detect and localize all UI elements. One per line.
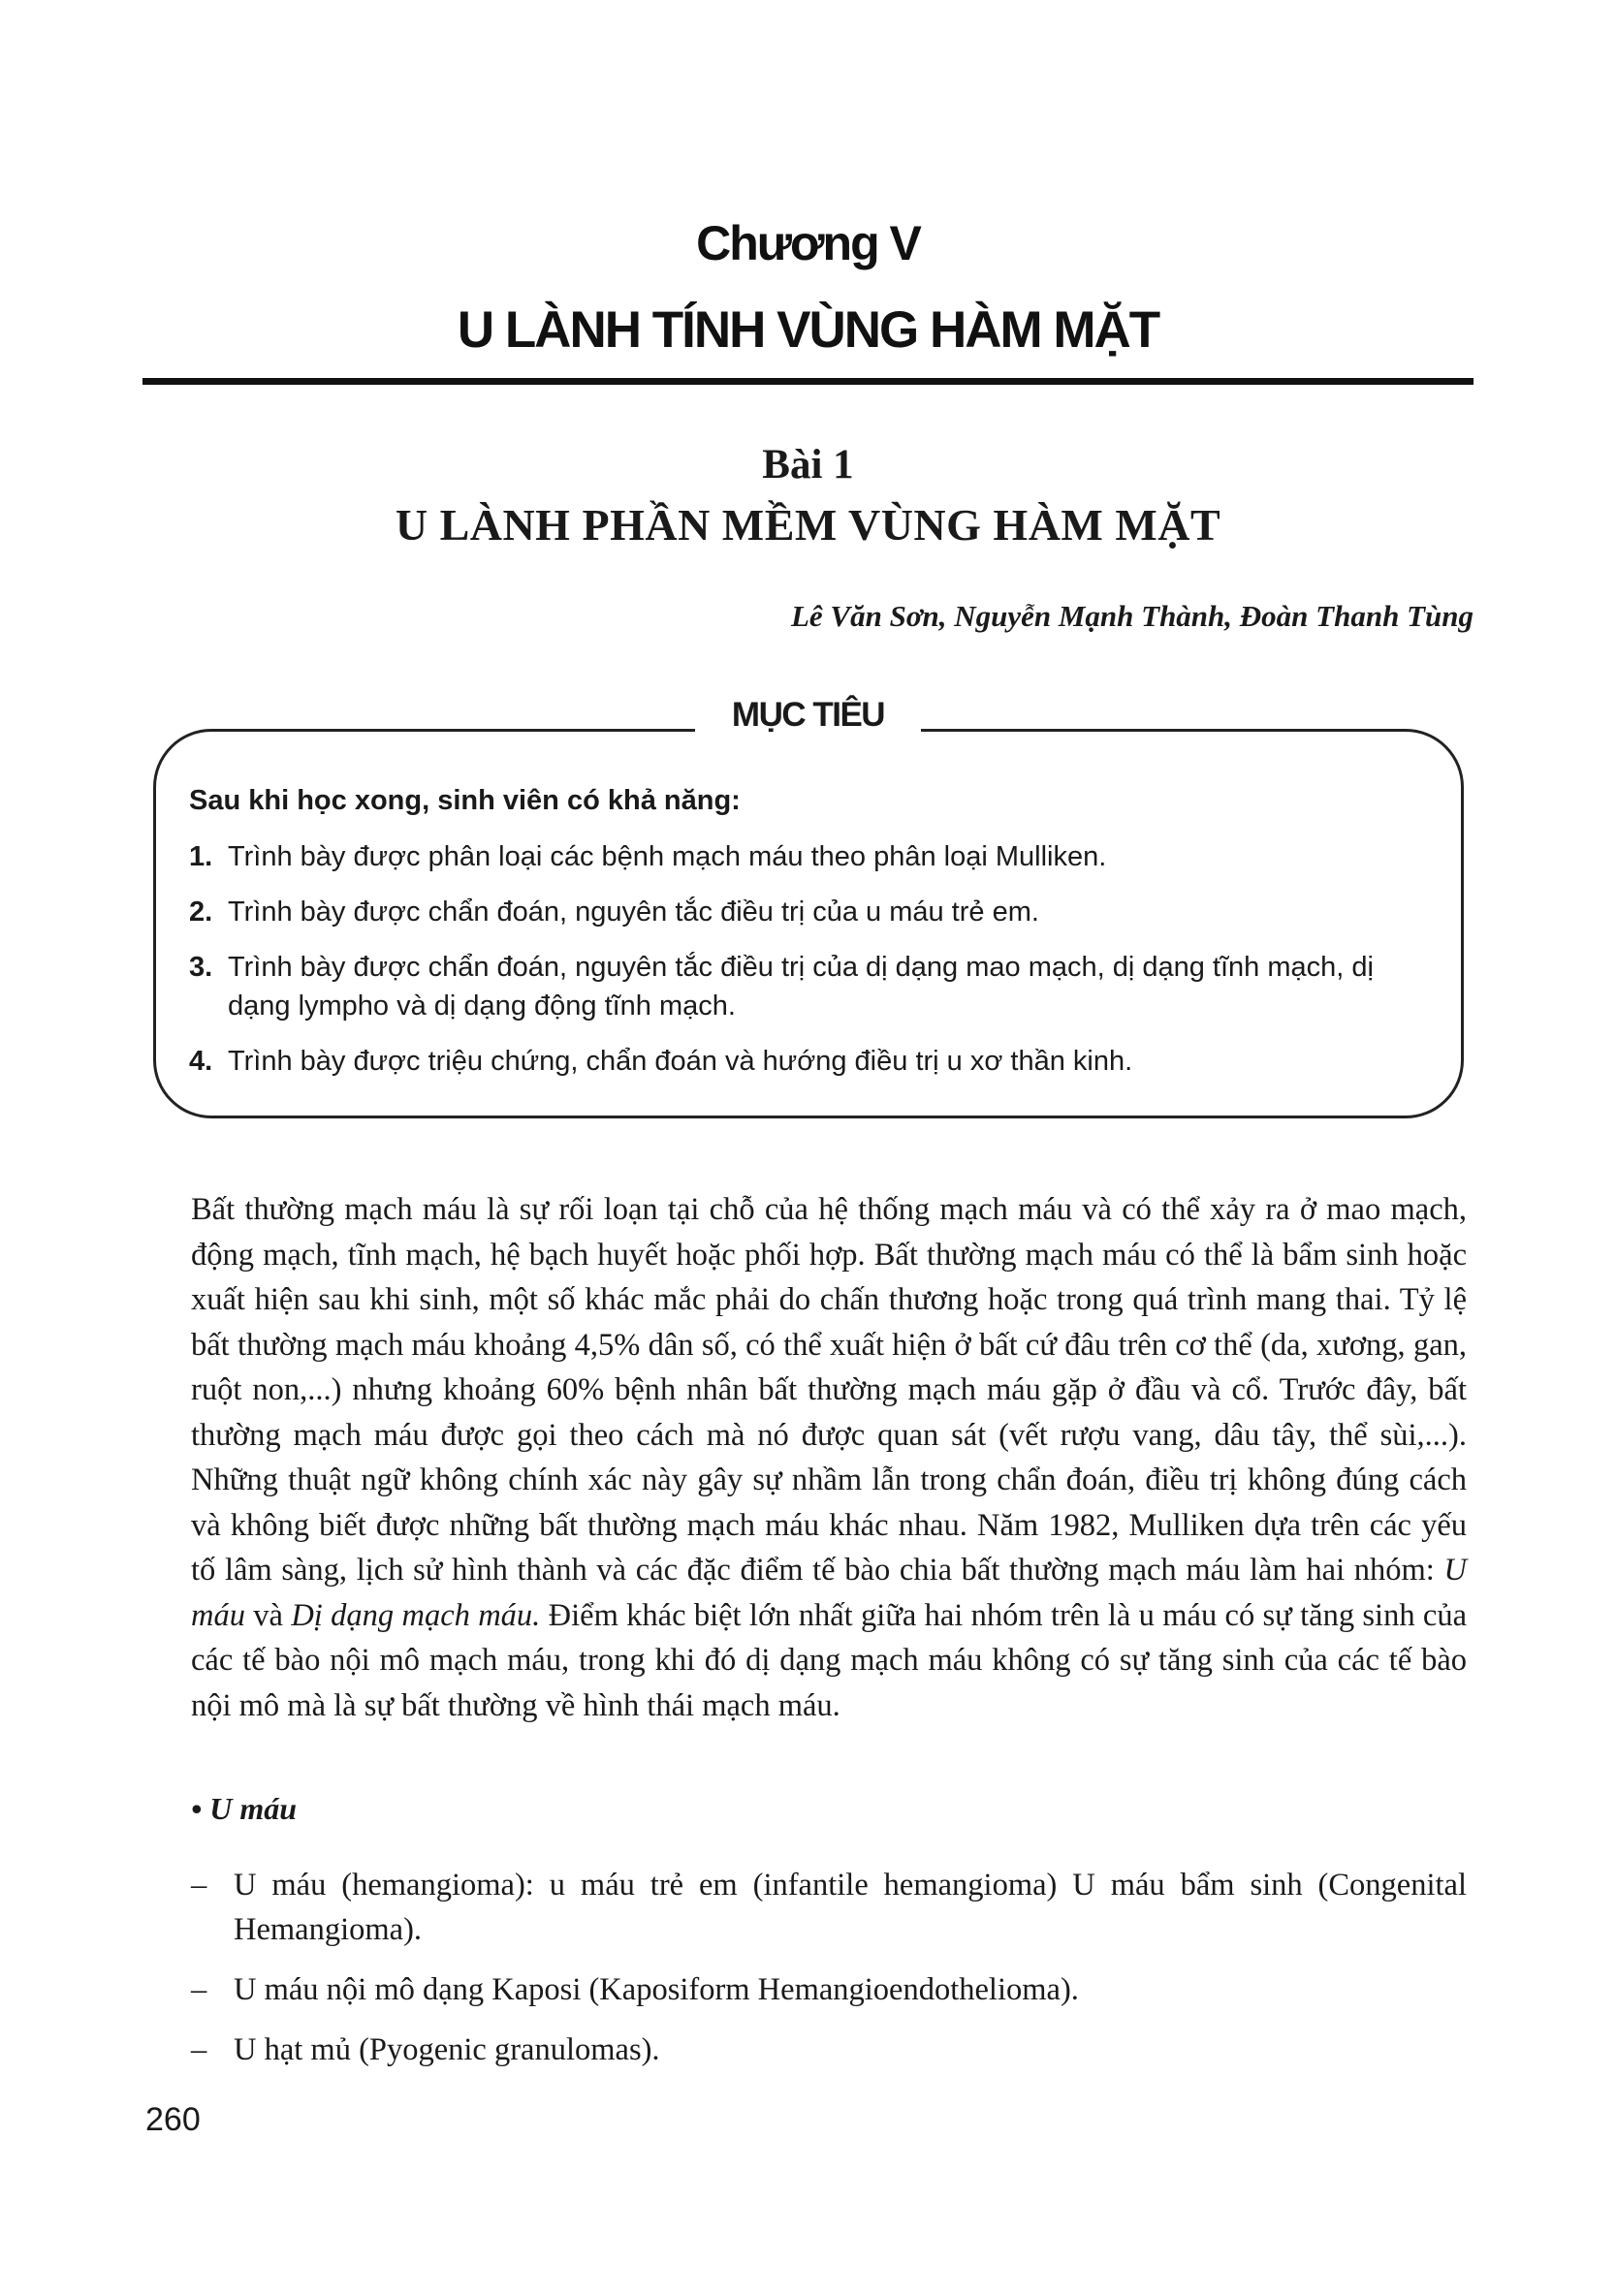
dash-icon: – bbox=[191, 2032, 207, 2067]
bullet-heading bbox=[191, 1791, 297, 1827]
list-item-text: U hạt mủ (Pyogenic granulomas). bbox=[234, 2032, 660, 2067]
lesson-authors: Lê Văn Sơn, Nguyễn Mạnh Thành, Đoàn Thanh Tùng bbox=[790, 599, 1473, 633]
paragraph-text: Điểm khác biệt lớn nhất giữa hai nhóm trên là u máu có sự tăng sinh của các tế bào nội mô mạch máu, trong khi đó dị dạng mạch máu không có sự tăng sinh của các tế bào nội mô mà là sự bất thường về hình thái mạch máu. bbox=[191, 1597, 1467, 1723]
objective-item bbox=[189, 948, 1440, 1025]
page-number: 260 bbox=[145, 2101, 201, 2138]
dash-icon: – bbox=[191, 1868, 207, 1903]
intro-paragraph bbox=[191, 1187, 1467, 1728]
objectives-heading bbox=[0, 696, 1616, 735]
objective-number: 2. bbox=[189, 896, 213, 928]
dash-icon: – bbox=[191, 1972, 207, 2007]
list-item bbox=[191, 2028, 1467, 2072]
emphasis-term: U máu bbox=[191, 1553, 1467, 1633]
list-item-text: U máu (hemangioma): u máu trẻ em (infantile hemangioma) U máu bẩm sinh (Congenital Hemangioma). bbox=[234, 1868, 1467, 1947]
objective-text: Trình bày được phân loại các bệnh mạch máu theo phân loại Mulliken. bbox=[228, 841, 1107, 872]
list-item bbox=[191, 1967, 1467, 2012]
bullet-icon: • bbox=[191, 1791, 203, 1826]
lesson-title: U LÀNH PHẦN MỀM VÙNG HÀM MẶT bbox=[395, 500, 1221, 550]
emphasis-term: Dị dạng mạch máu. bbox=[291, 1597, 541, 1633]
objectives-lead: Sau khi học xong, sinh viên có khả năng: bbox=[189, 785, 741, 816]
objective-item bbox=[189, 837, 1440, 876]
objective-item bbox=[189, 893, 1440, 931]
hemangioma-list bbox=[191, 1863, 1467, 2088]
bullet-heading-text: U máu bbox=[209, 1791, 297, 1826]
objective-number: 4. bbox=[189, 1046, 213, 1077]
objective-number: 1. bbox=[189, 841, 213, 872]
objective-item bbox=[189, 1042, 1440, 1081]
list-item-text: U máu nội mô dạng Kaposi (Kaposiform Hemangioendothelioma). bbox=[234, 1972, 1079, 2007]
chapter-divider bbox=[143, 378, 1473, 385]
paragraph-text: Bất thường mạch máu là sự rối loạn tại chỗ của hệ thống mạch máu và có thể xảy ra ở mao mạch, động mạch, tĩnh mạch, hệ bạch huyết hoặc phối hợp. Bất thường mạch máu có thể là bẩm sinh hoặc xuất hiện sau khi sinh, một số khác mắc phải do chấn thương hoặc trong quá trình mang thai. Tỷ lệ bất thường mạch máu khoảng 4,5% dân số, có thể xuất hiện ở bất cứ đâu trên cơ thể (da, xương, gan, ruột non,...) nhưng khoảng 60% bệnh nhân bất thường mạch máu gặp ở đầu và cổ. Trước đây, bất thường mạch máu được gọi theo cách mà nó được quan sát (vết rượu vang, dâu tây, thể sùi,...). Những thuật ngữ không chính xác này gây sự nhầm lẫn trong chẩn đoán, điều trị không đúng cách và không biết được những bất thường mạch máu khác nhau. Năm 1982, Mulliken dựa trên các yếu tố lâm sàng, lịch sử hình thành và các đặc điểm tế bào chia bất thường mạch máu làm hai nhóm: bbox=[191, 1192, 1467, 1588]
chapter-title: U LÀNH TÍNH VÙNG HÀM MẶT bbox=[457, 301, 1159, 359]
lesson-number: Bài 1 bbox=[762, 442, 854, 488]
list-item bbox=[191, 1863, 1467, 1952]
objective-number: 3. bbox=[189, 952, 213, 983]
objectives-list bbox=[189, 837, 1440, 1097]
objectives-heading-text: MỤC TIÊU bbox=[695, 696, 921, 734]
chapter-number: Chương V bbox=[696, 216, 920, 270]
objective-text: Trình bày được triệu chứng, chẩn đoán và hướng điều trị u xơ thần kinh. bbox=[228, 1046, 1133, 1077]
paragraph-text: và bbox=[244, 1597, 292, 1633]
objective-text: Trình bày được chẩn đoán, nguyên tắc điều trị của dị dạng mao mạch, dị dạng tĩnh mạch, dị dạng lympho và dị dạng động tĩnh mạch. bbox=[228, 952, 1374, 1022]
objective-text: Trình bày được chẩn đoán, nguyên tắc điều trị của u máu trẻ em. bbox=[228, 896, 1039, 928]
